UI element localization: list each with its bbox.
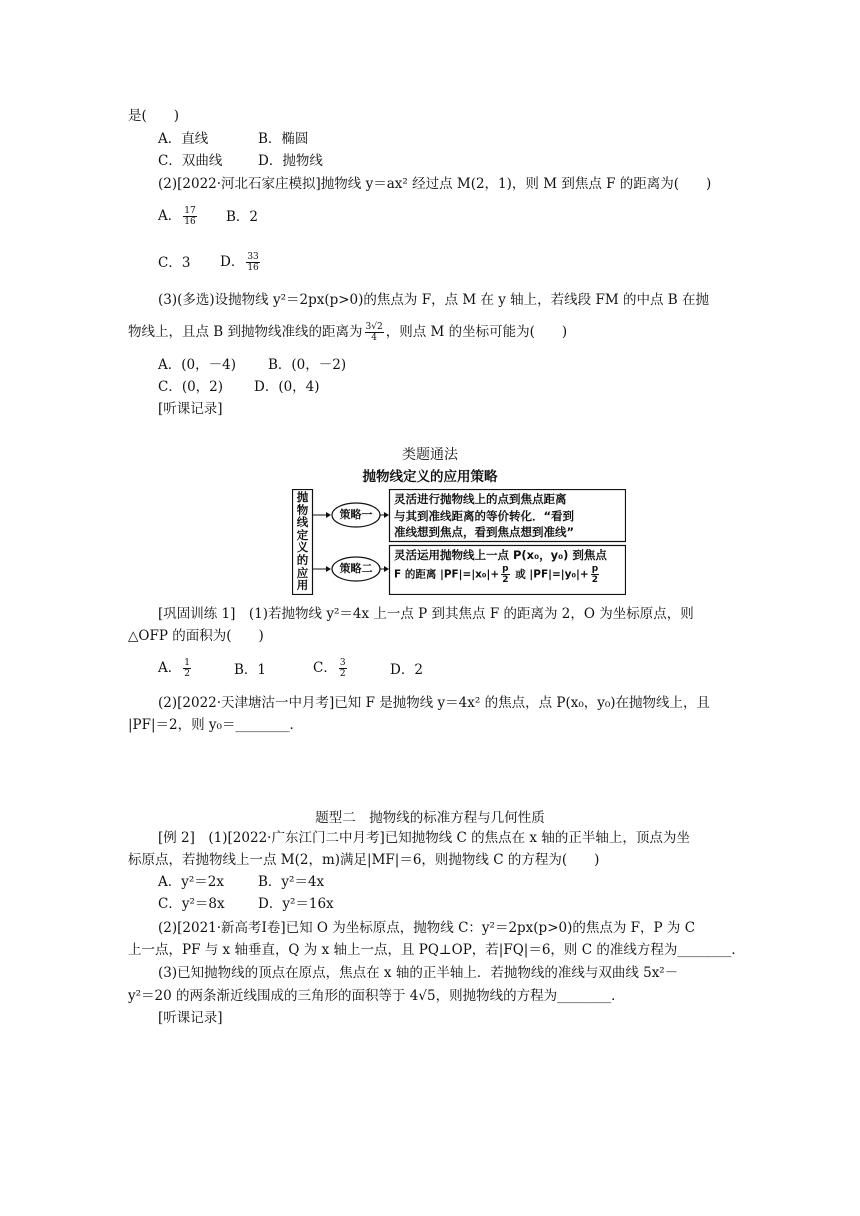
q1-option-b: B．椭圆 bbox=[258, 131, 309, 147]
strategy-1-line-1: 灵活进行抛物线上的点到焦点距离 bbox=[394, 492, 567, 506]
q3-fraction-denominator: 4 bbox=[371, 333, 377, 343]
q2-option-a-numerator: 17 bbox=[184, 206, 196, 216]
train1-option-b: B．1 bbox=[234, 662, 267, 678]
q2-option-d-denominator: 16 bbox=[247, 263, 259, 273]
q1-stem-end: 是( ) bbox=[128, 108, 180, 124]
q3-option-d: D．(0，4) bbox=[254, 379, 320, 395]
side-char-2: 线 bbox=[296, 515, 309, 530]
example-2-option-b: B．y²＝4x bbox=[258, 874, 325, 890]
strategy-1-line-2: 与其到准线距离的等价转化．“看到 bbox=[394, 508, 575, 523]
strategy-2-text bbox=[394, 547, 607, 585]
example-2-line2: 标原点，若抛物线上一点 M(2，m)满足|MF|＝6，则抛物线 C 的方程为( ) bbox=[128, 852, 600, 868]
example-2-option-d: D．y²＝16x bbox=[258, 896, 334, 912]
q2-option-a bbox=[158, 206, 199, 227]
strategy-2-line-2 bbox=[394, 564, 607, 585]
example-2-line1: [例 2] (1)[2022·广东江门二中月考]已知抛物线 C 的焦点在 x 轴的正半轴上，顶点为坐 bbox=[158, 830, 690, 846]
q2-option-c: C．3 bbox=[158, 255, 191, 271]
side-char-0: 抛 bbox=[296, 490, 309, 504]
strategy-2-fraction-b-num: p bbox=[591, 564, 599, 574]
q1-option-c: C．双曲线 bbox=[158, 153, 223, 169]
strategy-2-fraction-b-den: 2 bbox=[591, 575, 599, 585]
q3-stem-line2 bbox=[128, 322, 567, 343]
q2-option-d-fraction bbox=[246, 252, 259, 273]
example-2-q2-line2: 上一点，PF 与 x 轴垂直，Q 为 x 轴上一点，且 PQ⊥OP，若|FQ|＝6，则 C 的准线方程为________． bbox=[128, 942, 745, 958]
q3-stem-text: 物线上，且点 B 到抛物线准线的距离为 bbox=[128, 324, 363, 340]
q2-option-a-denominator: 16 bbox=[184, 217, 196, 227]
q3-option-c: C．(0，2) bbox=[158, 379, 224, 395]
train1-option-a-label: A． bbox=[158, 660, 182, 676]
train1-option-c bbox=[313, 658, 349, 679]
train1-option-a bbox=[158, 658, 193, 679]
strategy-2-fraction-a-num: p bbox=[502, 564, 509, 574]
side-char-3: 定 bbox=[296, 527, 309, 542]
strategy-2-fraction-b bbox=[591, 564, 599, 585]
side-char-1: 物 bbox=[296, 502, 309, 517]
train1-option-c-den: 2 bbox=[339, 669, 346, 679]
q2-option-a-label: A． bbox=[158, 208, 182, 224]
q2-option-a-fraction bbox=[183, 206, 196, 227]
q3-option-b: B．(0，－2) bbox=[268, 357, 347, 373]
example-2-option-a: A．y²＝2x bbox=[158, 874, 224, 890]
train1-q1-line1: [巩固训练 1] (1)若抛物线 y²＝4x 上一点 P 到其焦点 F 的距离为 2，O 为坐标原点，则 bbox=[158, 606, 694, 622]
train1-option-d: D．2 bbox=[390, 662, 423, 678]
q3-stem-line1: (3)(多选)设抛物线 y²＝2px(p>0)的焦点为 F，点 M 在 y 轴上，若线段 FM 的中点 B 在抛 bbox=[158, 292, 709, 308]
strategy-heading: 类题通法 bbox=[402, 447, 458, 463]
train1-option-a-num: 1 bbox=[184, 658, 190, 668]
example-2-q2-line1: (2)[2021·新高考Ⅰ卷]已知 O 为坐标原点，抛物线 C：y²＝2px(p>0)的焦点为 F，P 为 C bbox=[158, 920, 696, 936]
side-char-4: 义 bbox=[296, 540, 309, 555]
q3-fraction bbox=[365, 322, 384, 343]
side-char-6: 应 bbox=[296, 565, 309, 580]
example-2-q3-line1: (3)已知抛物线的顶点在原点，焦点在 x 轴的正半轴上．若抛物线的准线与双曲线 5x²－ bbox=[158, 965, 679, 981]
strategy-diagram bbox=[292, 489, 626, 595]
train1-q1-line2: △OFP 的面积为( ) bbox=[128, 628, 264, 644]
strategy-2-fraction-a bbox=[501, 564, 509, 585]
q3-fraction-numerator: 3√2 bbox=[365, 322, 383, 332]
side-char-7: 用 bbox=[296, 578, 309, 593]
strategy-side-label bbox=[293, 491, 312, 592]
strategy-1-label: 策略一 bbox=[339, 508, 373, 521]
q2-stem: (2)[2022·河北石家庄模拟]抛物线 y＝ax² 经过点 M(2，1)，则 M 到焦点 F 的距离为( ) bbox=[158, 176, 712, 192]
train1-q2-line2: |PF|＝2，则 y₀＝________． bbox=[128, 717, 303, 733]
strategy-2-formula-b: 或 |PF|=|y₀|+ bbox=[511, 568, 589, 581]
train1-option-a-den: 2 bbox=[184, 669, 190, 679]
example-2-option-c: C．y²＝8x bbox=[158, 896, 225, 912]
strategy-2-fraction-a-den: 2 bbox=[502, 575, 509, 585]
q2-option-d-label: D． bbox=[220, 254, 245, 270]
q2-option-d bbox=[220, 252, 262, 273]
q3-stem-tail: ，则点 M 的坐标可能为( ) bbox=[385, 324, 568, 340]
train1-option-c-label: C． bbox=[313, 660, 337, 676]
q2-option-b: B．2 bbox=[226, 209, 259, 225]
section-2-title: 题型二 抛物线的标准方程与几何性质 bbox=[315, 810, 545, 826]
lecture-record-label: [听课记录] bbox=[158, 401, 223, 417]
train1-option-a-fraction bbox=[183, 658, 191, 679]
strategy-2-line-1: 灵活运用抛物线上一点 P(x₀，y₀) 到焦点 bbox=[394, 548, 607, 562]
strategy-subheading: 抛物线定义的应用策略 bbox=[362, 469, 498, 485]
side-char-5: 的 bbox=[296, 552, 309, 567]
q1-option-d: D．抛物线 bbox=[258, 153, 323, 169]
example-2-q3-line2: y²＝20 的两条渐近线围成的三角形的面积等于 4√5，则抛物线的方程为________． bbox=[128, 988, 625, 1004]
strategy-1-text bbox=[394, 491, 574, 541]
q1-option-a: A．直线 bbox=[158, 131, 209, 147]
strategy-1-line-3: 准线想到焦点，看到焦点想到准线” bbox=[394, 525, 575, 539]
q3-option-a: A．(0，－4) bbox=[158, 357, 236, 373]
train1-option-c-num: 3 bbox=[339, 658, 346, 668]
q2-option-d-numerator: 33 bbox=[247, 252, 259, 262]
train1-option-c-fraction bbox=[339, 658, 347, 679]
strategy-2-label: 策略二 bbox=[339, 562, 373, 575]
lecture-record-label-2: [听课记录] bbox=[158, 1010, 223, 1026]
train1-q2-line1: (2)[2022·天津塘沽一中月考]已知 F 是抛物线 y＝4x² 的焦点，点 P(x₀，y₀)在抛物线上，且 bbox=[158, 695, 711, 711]
strategy-2-formula-a: F 的距离 |PF|=|x₀|+ bbox=[394, 568, 500, 581]
